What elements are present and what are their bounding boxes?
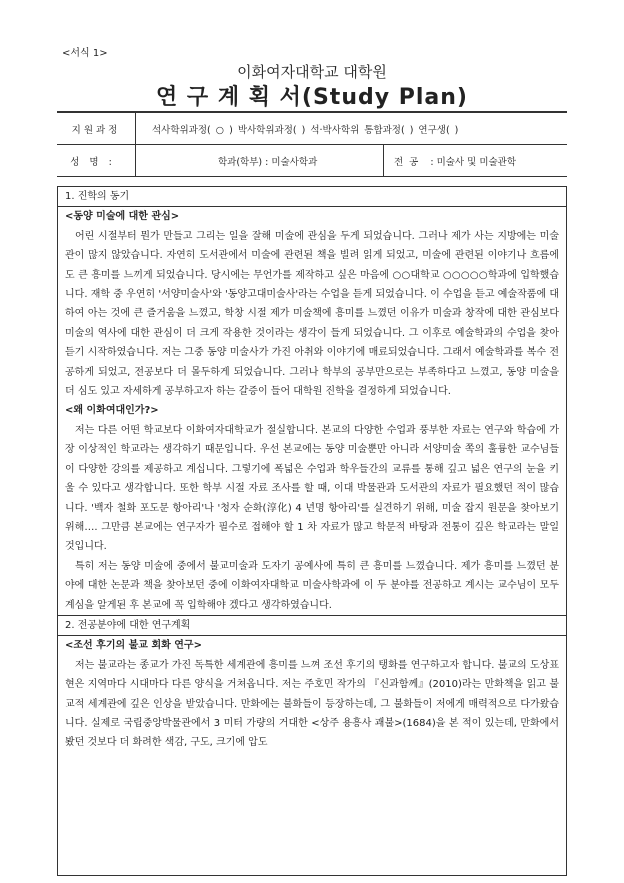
name-field: [136, 145, 207, 177]
major-value: : 미술사 및 미술관학: [430, 156, 517, 168]
subsection-heading: <동양 미술에 대한 관심>: [65, 211, 180, 223]
section-title: 1. 진학의 동기: [65, 191, 130, 202]
subsection-heading: <조선 후기의 불교 회화 연구>: [65, 640, 202, 652]
section-body: [58, 206, 566, 615]
program-label: 지원과정: [57, 112, 136, 145]
section-research-plan: [58, 615, 566, 753]
section-motivation: [58, 187, 566, 615]
form-number-label: <서식 1>: [62, 48, 108, 59]
program-options: 석사학위과정( ○ ) 박사학위과정( ) 석·박사학위 통합과정( ) 연구생( ): [136, 112, 568, 145]
applicant-info-table: [57, 111, 567, 177]
section-body: [58, 635, 566, 752]
department-field: 학과(학부) : 미술사학과: [206, 145, 384, 177]
subsection-heading: <왜 이화여대인가?>: [65, 405, 159, 417]
section-title: 2. 전공분야에 대한 연구계획: [65, 619, 191, 631]
paragraph: 저는 불교라는 종교가 가진 독특한 세계관에 흥미를 느껴 조선 후기의 탱화를 연구하고자 합니다. 불교의 도상표현은 지역마다 시대마다 다른 양식을 거쳐옵니다. 저는 주호민 작가의 『신과함께』(2010)라는 만화책을 읽고 불교적 세계관에 깊은 인상을 받았습니다. 만화에는 불화들이 등장하는데, 그 불화들이 저에게 매력적으로 다가왔습니다. 실제로 국립중앙박물관에서 3 미터 가량의 거대한 <상주 용흥사 괘불>(1684)을 본 적이 있는데, 만화에서 봤던 것보다 더 화려한 색감, 구도, 크기에 압도: [65, 659, 559, 749]
page-title: 연 구 계 획 서(Study Plan): [156, 85, 468, 110]
paragraph: 어린 시절부터 뭔가 만들고 그리는 일을 잘해 미술에 관심을 두게 되었습니다. 그러나 제가 사는 지방에는 미술관이 많지 않았습니다. 자연히 도서관에서 미술에 관련된 책을 빌려 읽게 되었고, 미술에 관련된 이야기나 흐름에도 큰 흥미를 느끼게 되었습니다. 당시에는 무언가를 제작하고 싶은 마음에 ○○대학교 ○○○○○학과에 입학했습니다. 재학 중 우연히 '서양미술사'와 '동양고대미술사'라는 수업을 듣게 되었습니다. 이 수업을 듣고 예술작품에 대하여 아는 것에 큰 즐거움을 느꼈고, 학창 시절 제가 미술책에 흥미를 느꼈던 이유가 미술과 창작에 대한 관심보다 미술의 역사에 대한 관심이 더 크게 작용한 것이라는 생각이 들게 되었습니다. 그 이후로 예술학과의 수업을 찾아 듣기 시작하였습니다. 저는 그중 동양 미술사가 가진 아취와 이야기에 매료되었습니다. 그래서 예술학과를 복수 전공하게 되었고, 전공보다 더 몰두하게 되었습니다. 그러나 학부의 공부만으로는 부족하다고 느꼈고, 동양 미술을 더 심도 있고 자세하게 공부하고자 하는 갈증이 들어 대학원 진학을 결정하게 되었습니다.: [65, 230, 559, 398]
paragraph: 저는 다른 어떤 학교보다 이화여자대학교가 절실합니다. 본교의 다양한 수업과 풍부한 자료는 연구와 학습에 가장 이상적인 학교라는 생각하기 때문입니다. 우선 본교에는 동양 미술뿐만 아니라 서양미술 쪽의 훌륭한 교수님들이 다양한 강의를 제공하고 계십니다. 그렇기에 폭넓은 수업과 학우들간의 교류를 통해 깊고 넓은 연구의 눈을 키울 수 있다고 생각합니다. 또한 학부 시절 자료 조사를 할 때, 이대 박물관과 도서관의 자료가 필요했던 적이 많습니다. '백자 철화 포도문 항아리'나 '청자 순화(淳化) 4 년명 항아리'를 실견하기 위해, 미술 잡지 원문을 찾아보기 위해…. 그만큼 본교에는 연구자가 필수로 접해야 할 1 차 자료가 많고 학문적 바탕과 전통이 깊은 학교라는 말일 것입니다.: [65, 424, 559, 553]
name-label: 성명:: [57, 145, 136, 177]
major-label: 전공: [394, 156, 425, 168]
university-name: 이화여자대학교 대학원: [237, 63, 387, 81]
study-plan-box: [57, 186, 567, 876]
paragraph: 특히 저는 동양 미술에 중에서 불교미술과 도자기 공예사에 특히 큰 흥미를 느꼈습니다. 제가 흥미를 느꼈던 분야에 대한 논문과 책을 찾아보던 중에 이화여자대학교 미술사학과에 이 두 분야를 전공하고 계시는 교수님이 모두 계심을 알게된 후 본교에 꼭 입학해야 겠다고 생각하였습니다.: [65, 560, 559, 611]
major-field: [384, 145, 568, 177]
